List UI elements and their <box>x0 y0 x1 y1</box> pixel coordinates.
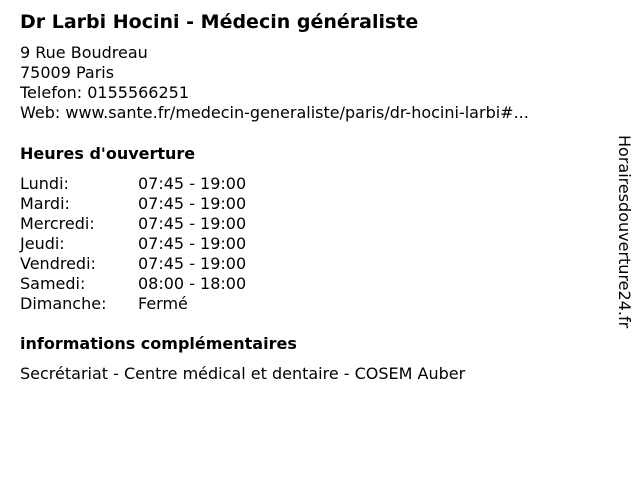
day-label: Samedi: <box>20 274 86 293</box>
day-label: Mardi: <box>20 194 70 213</box>
phone-number: Telefon: 0155566251 <box>20 83 190 102</box>
time-value: 07:45 - 19:00 <box>138 254 247 273</box>
time-value: 08:00 - 18:00 <box>138 274 247 293</box>
time-value: 07:45 - 19:00 <box>138 194 247 213</box>
opening-hours-heading: Heures d'ouverture <box>20 144 196 163</box>
hours-row-sunday <box>20 294 280 314</box>
time-value: 07:45 - 19:00 <box>138 234 247 253</box>
address-city: 75009 Paris <box>20 63 115 82</box>
time-value: 07:45 - 19:00 <box>138 214 247 233</box>
day-label: Vendredi: <box>20 254 96 273</box>
time-value: 07:45 - 19:00 <box>138 174 247 193</box>
hours-row-tuesday <box>20 194 280 214</box>
additional-info-text: Secrétariat - Centre médical et dentaire - COSEM Auber <box>20 364 466 383</box>
day-label: Mercredi: <box>20 214 95 233</box>
hours-row-monday <box>20 174 280 194</box>
page-title: Dr Larbi Hocini - Médecin généraliste <box>20 11 419 33</box>
address-street: 9 Rue Boudreau <box>20 43 148 62</box>
hours-row-thursday <box>20 234 280 254</box>
hours-row-wednesday <box>20 214 280 234</box>
day-label: Jeudi: <box>20 234 65 253</box>
website-link[interactable]: Web: www.sante.fr/medecin-generaliste/paris/dr-hocini-larbi#... <box>20 103 529 122</box>
day-label: Lundi: <box>20 174 69 193</box>
hours-row-friday <box>20 254 280 274</box>
additional-info-heading: informations complémentaires <box>20 334 297 353</box>
time-value: Fermé <box>138 294 188 313</box>
contact-block <box>20 43 529 123</box>
site-brand-watermark: Horairesdouverture24.fr <box>615 135 634 329</box>
hours-row-saturday <box>20 274 280 294</box>
day-label: Dimanche: <box>20 294 107 313</box>
opening-hours-table <box>20 174 280 314</box>
